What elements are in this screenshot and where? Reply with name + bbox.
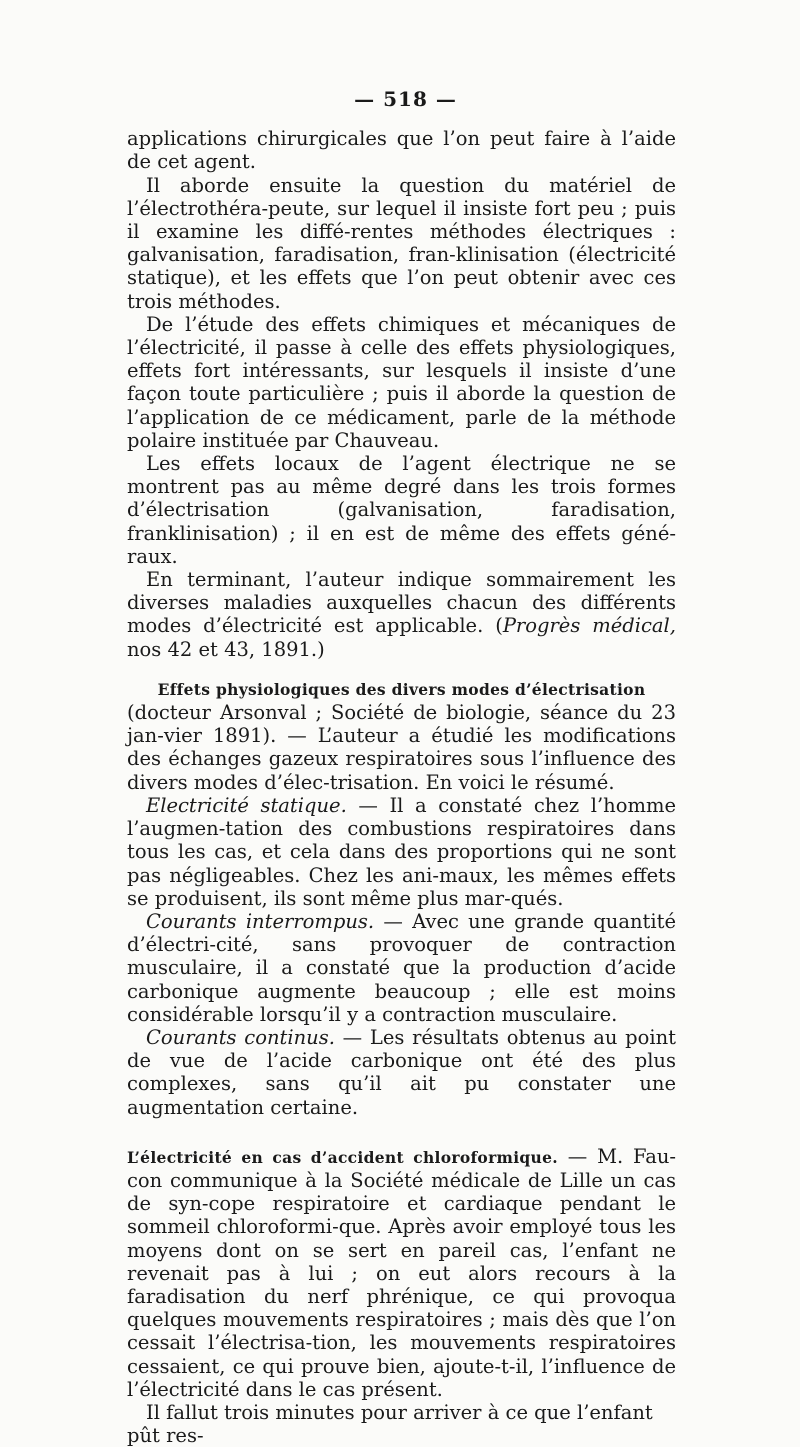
page-number: — 518 — [354,87,457,111]
item-courants-interrompus [127,910,676,1026]
item-courants-continus [127,1026,676,1119]
paragraph-4: Les effets locaux de l’agent électrique ne se montrent pas au même degré dans les trois formes d’électrisation (galvanisation, faradisation, franklinisation) ; il en est de même des effets géné-raux. [127,452,676,568]
paragraph-5 [127,568,676,661]
source-citation: Progrès médical, [502,614,676,638]
section-heading-effets: Effets physiologiques des divers modes d’électrisation [157,679,646,699]
paragraph-5-text: En terminant, l’auteur indique sommairement les diverses maladies auxquelles chacun des différents modes d’électricité est applicable. ( [127,568,676,638]
item-text: — Il a constaté chez l’homme l’augmen-tation des combustions respiratoires dans tous les cas, et cela dans des proportions qui ne sont pas négligeables. Chez les ani-maux, les mêmes effets se produisent, ils sont même plus mar-qués. [127,793,676,910]
item-text: — Les résultats obtenus au point de vue de l’acide carbonique ont été des plus complexes, sans qu’il ait pu constater une augmentation certaine. [127,1025,677,1119]
item-label: Electricité statique. [146,793,347,817]
item-label: Courants interrompus. [146,909,375,933]
book-page [127,88,676,1447]
paragraph-5-end: nos 42 et 43, 1891.) [127,637,325,661]
section-1-intro: (docteur Arsonval ; Société de biologie, séance du 23 jan-vier 1891). — L’auteur a étudié les modifications des échanges gazeux respiratoires sous l’influence des divers modes d’élec-trisation. En voici le résumé. [127,701,676,794]
section-2-paragraph [127,1145,676,1401]
item-electricite-statique [127,794,676,910]
section-heading-chloroforme: L’électricité en cas d’accident chloroformique. [127,1147,558,1167]
paragraph-1: applications chirurgicales que l’on peut faire à l’aide de cet agent. [127,127,676,174]
section-2-last-line: Il fallut trois minutes pour arriver à ce que l’enfant pût res- [127,1400,653,1447]
item-text: — Avec une grande quantité d’électri-cité, sans provoquer de contraction musculaire, il a constaté que la production d’acide carbonique augmente beaucoup ; elle est moins considérable lorsqu’il y a contraction musculaire. [127,909,677,1026]
paragraph-2: Il aborde ensuite la question du matériel de l’électrothéra-peute, sur lequel il insiste fort peu ; puis il examine les diffé-rentes méthodes électriques : galvanisation, faradisation, fran-klinisation (électricité statique), et les effets que l’on peut obtenir avec ces trois méthodes. [127,173,676,313]
item-label: Courants continus. [146,1025,335,1049]
paragraph-3: De l’étude des effets chimiques et mécaniques de l’électricité, il passe à celle des effets physiologiques, effets fort intéressants, sur lesquels il insiste d’une façon toute particulière ; puis il aborde la question de l’application de ce médicament, parle de la méthode polaire instituée par Chauveau. [127,312,676,452]
section-2-text: — M. Fau-con communique à la Société médicale de Lille un cas de syn-cope respiratoire et cardiaque pendant le sommeil chloroformi-que. Après avoir employé tous les moyens dont on se sert en pareil cas, l’enfant ne revenait pas à lui ; on eut alors recours à la faradisation du nerf phrénique, ce qui provoqua quelques mouvements respiratoires ; mais dès que l’on cessait l’électrisa-tion, les mouvements respiratoires cessaient, ce qui prouve bien, ajoute-t-il, l’influence de l’électricité dans le cas présent. [127,1144,676,1401]
